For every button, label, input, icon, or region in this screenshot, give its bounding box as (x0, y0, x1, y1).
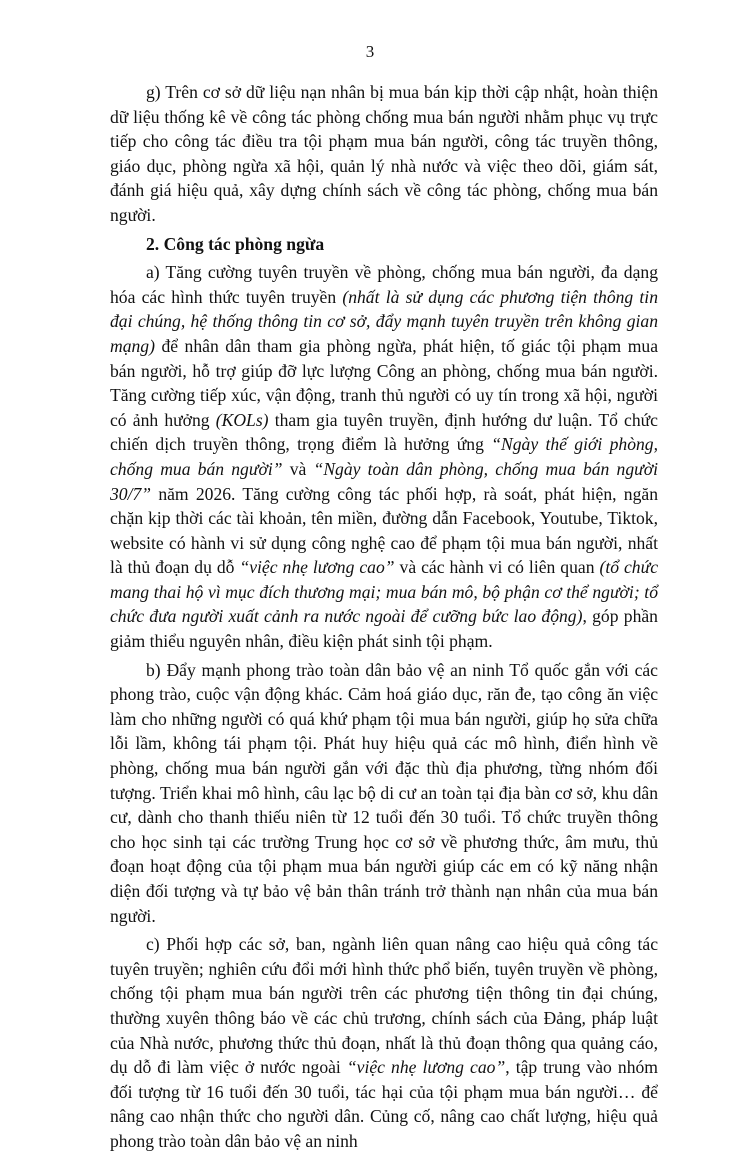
paragraph-a-text-7: , góp phần giảm thiểu nguyên nhân, điều kiện phát sinh tội phạm. (110, 606, 658, 652)
section-heading: 2. Công tác phòng ngừa (146, 233, 325, 254)
paragraph-a-text-5: năm 2026. Tăng cường công tác phối hợp, rà soát, phát hiện, ngăn chặn kịp thời các tài khoản, tên miền, đường dẫn Facebook, Youtube, Tiktok, website có hành vi sử dụng công nghệ cao để phạm tội mua bán người, nhất là thủ đoạn dụ dỗ (110, 483, 658, 578)
paragraph-a-text-3: tham gia tuyên truyền, định hướng dư luận. Tổ chức chiến dịch truyền thông, trọng điểm là hưởng ứng (110, 409, 658, 455)
paragraph-a-text-6: và các hành vi có liên quan (394, 557, 600, 578)
paragraph-a-italic-4: “Ngày toàn dân phòng, chống mua bán người 30/7” (110, 458, 659, 504)
paragraph-a-italic-6: (tổ chức mang thai hộ vì mục đích thương mại; mua bán mô, bộ phận cơ thể người; tổ chức đưa người xuất cảnh ra nước ngoài để cưỡng bức lao động) (110, 557, 658, 627)
paragraph-c (110, 932, 658, 1153)
document-body (110, 80, 658, 1154)
paragraph-a-italic-5: “việc nhẹ lương cao” (239, 557, 395, 578)
paragraph-a (110, 260, 658, 654)
paragraph-a-italic-1: (nhất là sử dụng các phương tiện thông tin đại chúng, hệ thống thông tin cơ sở, đẩy mạnh tuyên truyền trên không gian mạng) (110, 286, 658, 356)
paragraph-a-text-1: a) Tăng cường tuyên truyền về phòng, chống mua bán người, đa dạng hóa các hình thức tuyên truyền (110, 262, 658, 307)
paragraph-a-italic-2: (KOLs) (215, 409, 269, 430)
paragraph-g: g) Trên cơ sở dữ liệu nạn nhân bị mua bán kịp thời cập nhật, hoàn thiện dữ liệu thống kê về công tác phòng chống mua bán người nhằm phục vụ trực tiếp cho công tác điều tra tội phạm mua bán người, công tác truyền thông, giáo dục, phòng ngừa xã hội, quản lý nhà nước và việc theo dõi, giám sát, đánh giá hiệu quả, xây dựng chính sách về công tác phòng, chống mua bán người. (110, 82, 658, 225)
paragraph-c-text-1: c) Phối hợp các sở, ban, ngành liên quan nâng cao hiệu quả công tác tuyên truyền; nghiên cứu đổi mới hình thức phổ biến, tuyên truyền về phòng, chống tội phạm mua bán người trên các phương tiện thông tin đại chúng, thường xuyên thông báo về các chủ trương, chính sách của Đảng, pháp luật của Nhà nước, phương thức thủ đoạn, nhất là thủ đoạn thông qua quảng cáo, dụ dỗ đi làm việc ở nước ngoài (110, 934, 658, 1078)
paragraph-c-text-2: , tập trung vào nhóm đối tượng từ 16 tuổi đến 30 tuổi, tác hại của tội phạm mua bán người… để nâng cao nhận thức cho người dân. Củng cố, nâng cao chất lượng, hiệu quả phong trào toàn dân bảo vệ an ninh (110, 1057, 658, 1151)
paragraph-a-text-4: và (282, 458, 314, 479)
page-number: 3 (365, 42, 375, 61)
paragraph-a-italic-3: “Ngày thế giới phòng, chống mua bán người” (110, 434, 658, 479)
paragraph-c-italic-1: “việc nhẹ lương cao” (346, 1057, 506, 1078)
paragraph-a-text-2: để nhân dân tham gia phòng ngừa, phát hiện, tố giác tội phạm mua bán người, hỗ trợ giúp đỡ lực lượng Công an phòng, chống mua bán người. Tăng cường tiếp xúc, vận động, tranh thủ người có uy tín trong xã hội, người có ảnh hưởng (110, 335, 658, 430)
paragraph-b: b) Đẩy mạnh phong trào toàn dân bảo vệ an ninh Tổ quốc gắn với các phong trào, cuộc vận động khác. Cảm hoá giáo dục, răn đe, tạo công ăn việc làm cho những người có quá khứ phạm tội mua bán người, giúp họ sửa chữa lỗi lầm, không tái phạm tội. Phát huy hiệu quả các mô hình, điển hình về phòng, chống mua bán người gắn với đặc thù địa phương, từng nhóm đối tượng. Triển khai mô hình, câu lạc bộ di cư an toàn tại địa bàn cơ sở, khu dân cư, dành cho thanh thiếu niên từ 12 tuổi đến 30 tuổi. Tổ chức truyền thông cho học sinh tại các trường Trung học cơ sở về phương thức, âm mưu, thủ đoạn hoạt động của tội phạm mua bán người giúp các em có kỹ năng nhận diện đối tượng và tự bảo vệ bản thân tránh trở thành nạn nhân của mua bán người. (110, 659, 658, 926)
